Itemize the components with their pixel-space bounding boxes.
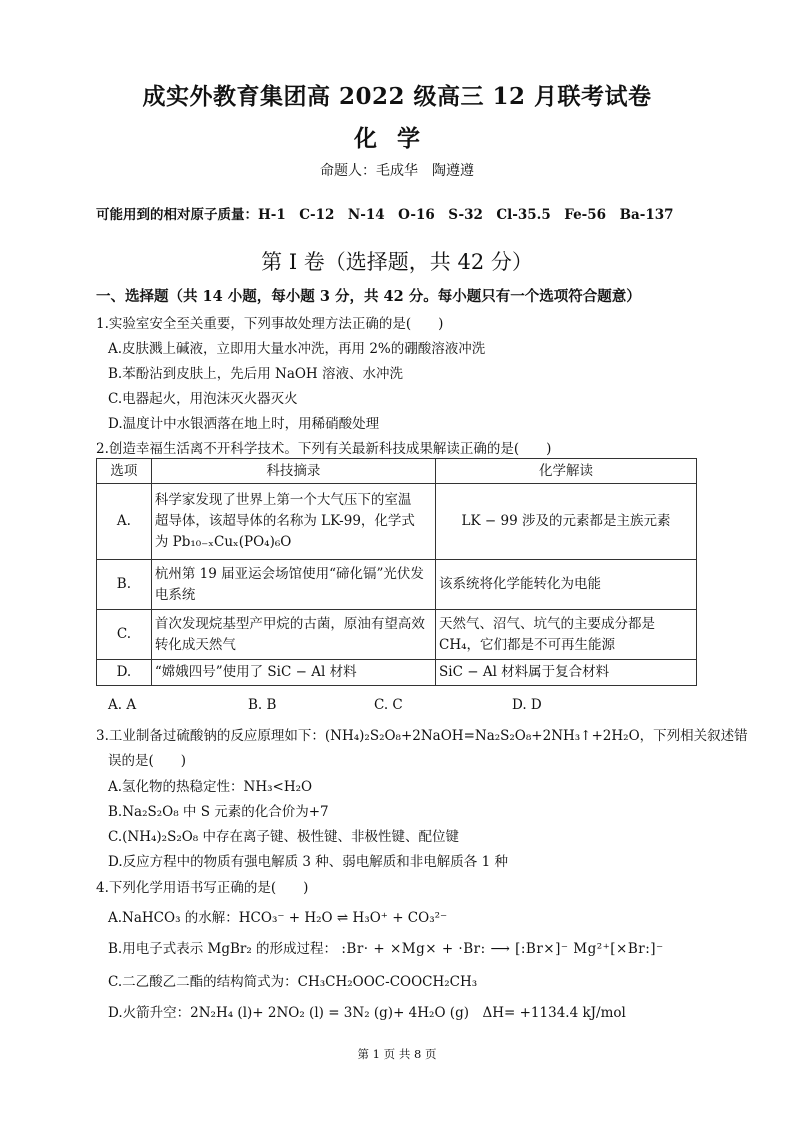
table-row xyxy=(97,560,697,610)
q1-stem: 1.实验室安全至关重要，下列事故处理方法正确的是( ) xyxy=(96,316,444,332)
table-cell-reading xyxy=(436,610,697,660)
q3-option-d: D.反应方程中的物质有强电解质 3 种、弱电解质和非电解质各 1 种 xyxy=(108,854,508,870)
cell-line: 转化成天然气 xyxy=(154,636,236,653)
q1-option-a: A.皮肤溅上碱液，立即用大量水冲洗，再用 2%的硼酸溶液冲洗 xyxy=(108,341,486,357)
q3-stem: 3.工业制备过硫酸钠的反应原理如下：(NH₄)₂S₂O₈+2NaOH=Na₂S₂O₈+2NH₃↑+2H₂O，下列相关叙述错 xyxy=(96,728,748,744)
cell-line: 为 Pb₁₀₋ₓCuₓ(PO₄)₆O xyxy=(154,534,292,550)
cell-line: CH₄，它们都是不可再生能源 xyxy=(439,636,616,653)
q1-option-d: D.温度计中水银洒落在地上时，用稀硝酸处理 xyxy=(108,416,380,432)
section-title: 第 Ⅰ 卷（选择题，共 42 分） xyxy=(261,250,533,274)
exam-title: 成实外教育集团高 2022 级高三 12 月联考试卷 xyxy=(142,83,652,110)
q4-option-d: D.火箭升空：2N₂H₄ (l)+ 2NO₂ (l) = 3N₂ (g)+ 4H₂O (g) ΔH= +1134.4 kJ/mol xyxy=(108,1005,626,1021)
table-cell-option: D. xyxy=(97,660,152,686)
cell-line: 天然气、沼气、坑气的主要成分都是 xyxy=(439,615,656,632)
q4-stem: 4.下列化学用语书写正确的是( ) xyxy=(96,880,309,896)
cell-line: 杭州第 19 届亚运会场馆使用“碲化镉”光伏发 xyxy=(154,565,424,582)
table-header: 化学解读 xyxy=(436,459,697,484)
table-header: 选项 xyxy=(97,459,152,484)
q3-stem-continued: 误的是( ) xyxy=(108,753,187,769)
q3-option-a: A.氢化物的热稳定性：NH₃<H₂O xyxy=(108,779,313,795)
author-line: 命题人：毛成华 陶遵遵 xyxy=(320,163,474,179)
table-row xyxy=(97,610,697,660)
table-cell-reading: SiC − Al 材料属于复合材料 xyxy=(436,660,697,686)
q4-option-b-text: B.用电子式表示 MgBr₂ 的形成过程： xyxy=(108,941,338,957)
q2-choice-b: B. B xyxy=(248,697,277,713)
table-cell-text xyxy=(151,484,435,560)
table-cell-text xyxy=(151,610,435,660)
atomic-masses: 可能用到的相对原子质量：H-1 C-12 N-14 O-16 S-32 Cl-35.5 Fe-56 Ba-137 xyxy=(96,207,674,223)
table-header: 科技摘录 xyxy=(151,459,435,484)
table-cell-option: B. xyxy=(97,560,152,610)
table-cell-option: C. xyxy=(97,610,152,660)
table-cell-text xyxy=(151,560,435,610)
q3-option-c: C.(NH₄)₂S₂O₈ 中存在离子键、极性键、非极性键、配位键 xyxy=(108,829,460,845)
q2-stem: 2.创造幸福生活离不开科学技术。下列有关最新科技成果解读正确的是( ) xyxy=(96,441,552,457)
q4-option-a: A.NaHCO₃ 的水解：HCO₃⁻ + H₂O ⇌ H₃O⁺ + CO₃²⁻ xyxy=(108,910,448,926)
part-one-heading: 一、选择题（共 14 小题，每小题 3 分，共 42 分。每小题只有一个选项符合题意） xyxy=(96,288,641,305)
q4-electron-formula: :Br· + ×Mg× + ·Br: ⟶ [:Br×]⁻ Mg²⁺[×Br:]⁻ xyxy=(341,941,664,957)
cell-line: 科学家发现了世界上第一个大气压下的室温 xyxy=(154,492,412,508)
cell-line: 超导体，该超导体的名称为 LK-99，化学式 xyxy=(154,513,415,529)
q1-option-b: B.苯酚沾到皮肤上，先后用 NaOH 溶液、水冲洗 xyxy=(108,366,403,382)
cell-line: 电系统 xyxy=(154,586,196,603)
subject-title: 化学 xyxy=(354,125,440,152)
q2-table xyxy=(96,458,697,686)
q4-option-c: C.二乙酸乙二酯的结构简式为：CH₃CH₂OOC-COOCH₂CH₃ xyxy=(108,974,478,990)
table-cell-text: “嫦娥四号”使用了 SiC − Al 材料 xyxy=(151,660,435,686)
table-row xyxy=(97,660,697,686)
table-cell-option: A. xyxy=(97,484,152,560)
q1-option-c: C.电器起火，用泡沫灭火器灭火 xyxy=(108,391,298,407)
q2-choice-c: C. C xyxy=(374,697,403,713)
q2-choice-a: A. A xyxy=(108,697,137,713)
table-cell-reading: 该系统将化学能转化为电能 xyxy=(436,560,697,610)
table-header-row xyxy=(97,459,697,484)
table-row xyxy=(97,484,697,560)
q3-option-b: B.Na₂S₂O₈ 中 S 元素的化合价为+7 xyxy=(108,804,329,820)
cell-line: 首次发现烷基型产甲烷的古菌，原油有望高效 xyxy=(154,615,425,632)
table-cell-reading: LK − 99 涉及的元素都是主族元素 xyxy=(436,484,697,560)
page-footer: 第 1 页 共 8 页 xyxy=(357,1047,437,1061)
q2-choice-d: D. D xyxy=(512,697,542,713)
q4-option-b xyxy=(108,937,664,957)
